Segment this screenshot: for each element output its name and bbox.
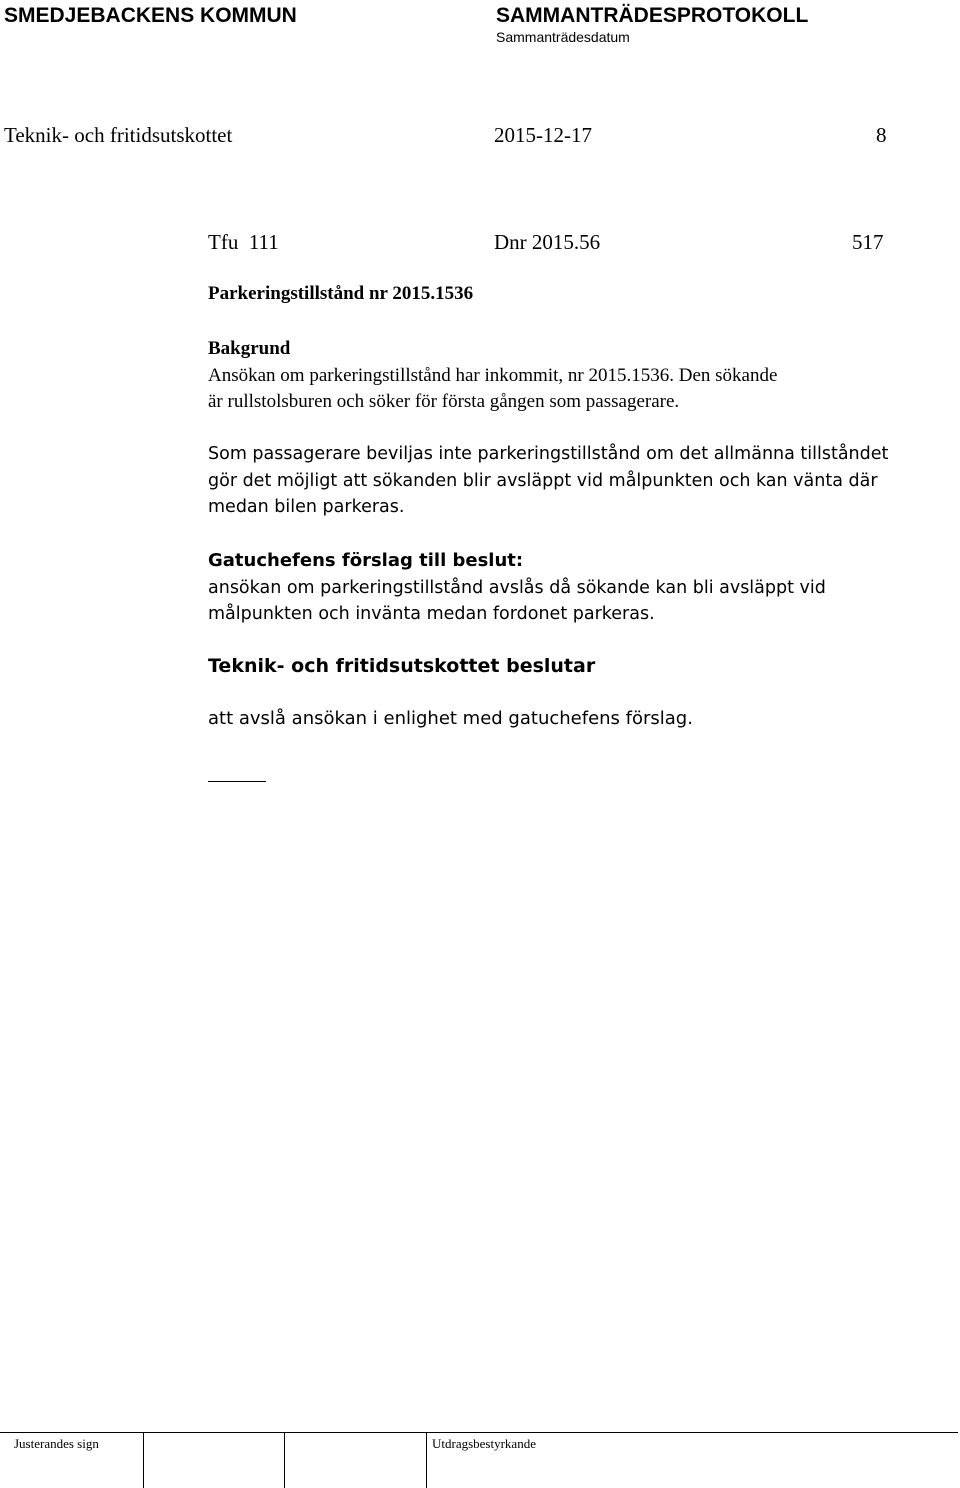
rule-line: Som passagerare beviljas inte parkeringstillstånd om det allmänna tillståndet	[208, 444, 889, 464]
signature-label: Justerandes sign	[14, 1436, 99, 1451]
signature-footer	[0, 1432, 960, 1488]
footer-divider	[143, 1432, 144, 1488]
decision-heading: Teknik- och fritidsutskottet beslutar	[208, 655, 596, 677]
end-rule	[208, 781, 266, 782]
rule-section	[208, 441, 928, 521]
meeting-date-label: Sammanträdesdatum	[496, 29, 630, 45]
page-number: 8	[876, 123, 887, 147]
paragraph-number: Tfu 111	[208, 230, 279, 254]
rule-line: medan bilen parkeras.	[208, 497, 405, 517]
footer-divider	[426, 1432, 427, 1488]
municipality-name: SMEDJEBACKENS KOMMUN	[4, 4, 297, 27]
document-type: SAMMANTRÄDESPROTOKOLL	[496, 4, 809, 27]
proposal-heading: Gatuchefens förslag till beslut:	[208, 550, 524, 571]
proposal-line: ansökan om parkeringstillstånd avslås då sökande kan bli avsläppt vid	[208, 577, 826, 598]
diary-number: Dnr 2015.56	[494, 230, 601, 254]
proposal-section	[208, 548, 928, 628]
background-heading: Bakgrund	[208, 338, 291, 359]
committee-name: Teknik- och fritidsutskottet	[4, 123, 233, 147]
case-title: Parkeringstillstånd nr 2015.1536	[208, 283, 474, 304]
background-section	[208, 336, 928, 416]
background-line: Ansökan om parkeringstillstånd har inkommit, nr 2015.1536. Den sökande	[208, 364, 778, 386]
case-number: 517	[852, 230, 884, 254]
decision-text: att avslå ansökan i enlighet med gatuchefens förslag.	[208, 708, 693, 729]
certification-label: Utdragsbestyrkande	[432, 1436, 536, 1451]
background-line: är rullstolsburen och söker för första gången som passagerare.	[208, 391, 680, 412]
footer-divider	[284, 1432, 285, 1488]
rule-line: gör det möjligt att sökanden blir avsläppt vid målpunkten och kan vänta där	[208, 470, 878, 491]
meeting-date: 2015-12-17	[494, 123, 592, 147]
proposal-line: målpunkten och invänta medan fordonet parkeras.	[208, 604, 655, 624]
